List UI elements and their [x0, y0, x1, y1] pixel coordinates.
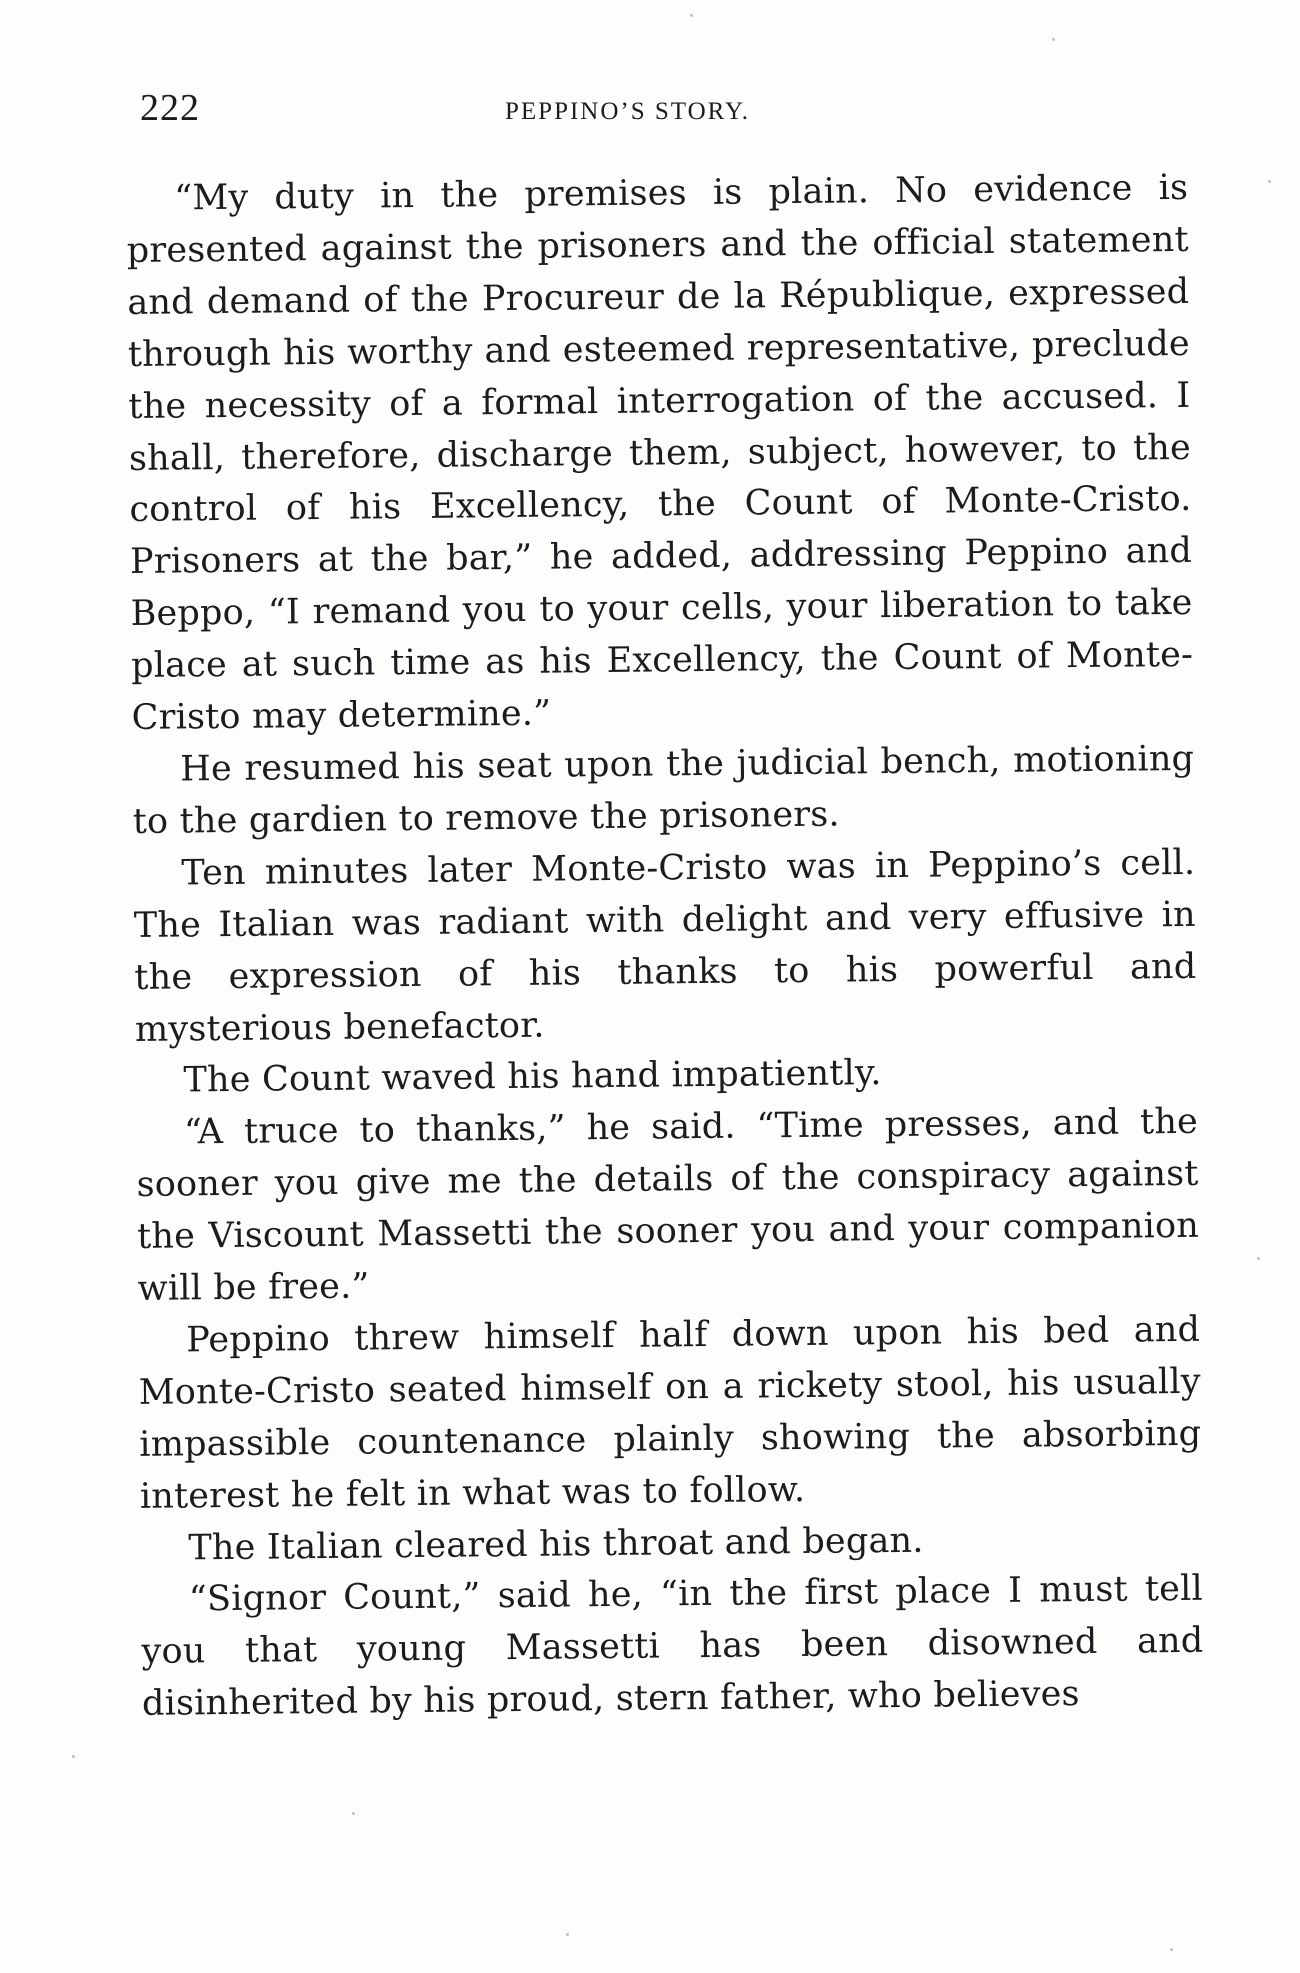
paragraph: “Signor Count,” said he, “in the first place I must tell you that young Massetti has been disowned and disinherited by his proud, stern father, who believes	[141, 1569, 1204, 1725]
scan-speck	[1268, 180, 1271, 183]
scan-speck	[690, 14, 693, 17]
paragraph: The Italian cleared his throat and began.	[188, 1520, 924, 1568]
paragraph: “A truce to thanks,” he said. “Time presses, and the sooner you give me the details of the conspiracy against the Viscount Massetti the sooner you and your companion will be free.”	[136, 1102, 1200, 1309]
scan-speck	[72, 1755, 75, 1758]
paragraph: “My duty in the premises is plain. No evidence is presented against the prisoners and the official statement and demand of the Procureur de la République, expressed through his worthy and esteemed representative, preclude the necessity of a formal interrogation of the accused. I shall, therefore, discharge them, subject, however, to the control of his Excellency, the Count of Monte-Cristo. Prisoners at the bar,” he added, addressing Peppino and Beppo, “I remand you to your cells, your liberation to take place at such time as his Excellency, the Count of Monte-Cristo may determine.”	[126, 167, 1194, 739]
scan-speck	[566, 1933, 569, 1936]
paragraph: The Count waved his hand impatiently.	[183, 1053, 882, 1101]
scan-speck	[1052, 38, 1055, 41]
running-head	[140, 86, 1190, 129]
paragraph: He resumed his seat upon the judicial bench, motioning to the gardien to remove the prisoners.	[132, 738, 1195, 842]
scan-speck	[1170, 1948, 1173, 1951]
paragraph: Peppino threw himself half down upon his bed and Monte-Cristo seated himself on a rickety stool, his usually impassible countenance plainly showing the absorbing interest he felt in what was to follow.	[138, 1309, 1202, 1517]
scan-speck	[352, 1812, 355, 1815]
body-text	[126, 163, 1204, 1731]
scan-speck	[1257, 1257, 1260, 1260]
page-number: 222	[140, 87, 200, 129]
running-title: PEPPINO’S STORY.	[505, 98, 751, 125]
paragraph: Ten minutes later Monte-Cristo was in Peppino’s cell. The Italian was radiant with delight and very effusive in the expression of his thanks to his powerful and mysterious benefactor.	[133, 842, 1197, 1050]
